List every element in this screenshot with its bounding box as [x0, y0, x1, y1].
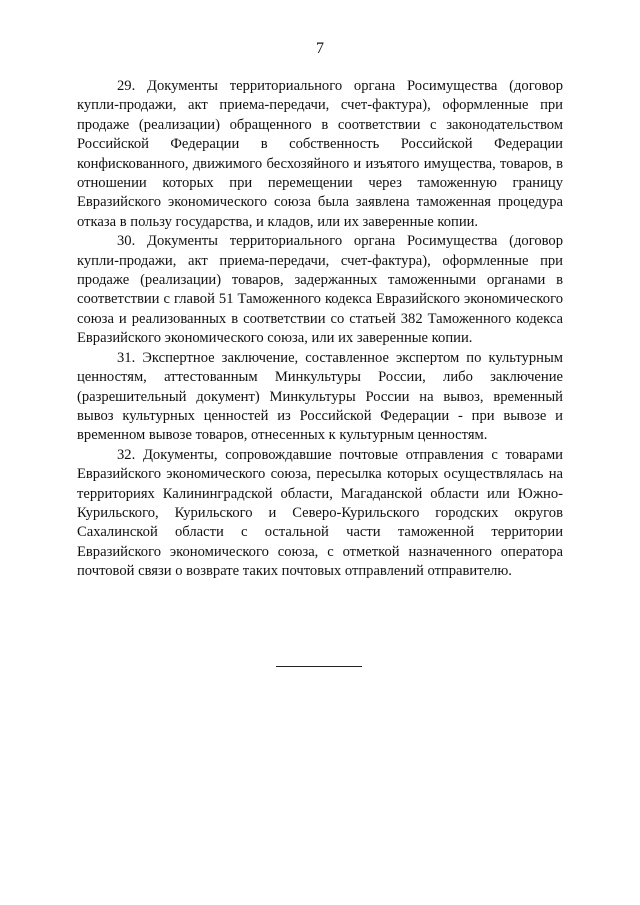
paragraph-32: 32. Документы, сопровождавшие почтовые отправления с товарами Евразийского экономического союза, пересылка которых осуществлялась на территориях Калининградской области, Магаданской области или Южно-Курильского, Курильского и Северо-Курильского городских округов Сахалинской области с остальной части таможенной территории Евразийского экономического союза, с отметкой назначенного оператора почтовой связи о возврате таких почтовых отправлений отправителю.	[77, 446, 563, 580]
paragraph-31: 31. Экспертное заключение, составленное экспертом по культурным ценностям, аттестованным Минкультуры России, либо заключение (разрешительный документ) Минкультуры России на вывоз, временный вывоз культурных ценностей из Российской Федерации - при вывозе и временном вывозе товаров, отнесенных к культурным ценностям.	[77, 349, 563, 444]
end-separator-line	[276, 666, 362, 667]
paragraph-29: 29. Документы территориального органа Росимущества (договор купли-продажи, акт приема-передачи, счет-фактура), оформленные при продаже (реализации) обращенного в соответствии с законодательством Российской Федерации в собственность Российской Федерации конфискованного, движимого бесхозяйного и изъятого имущества, товаров, в отношении которых при перемещении через таможенную границу Евразийского экономического союза была заявлена таможенная процедура отказа в пользу государства, и кладов, или их заверенные копии.	[77, 78, 563, 230]
page-number: 7	[316, 40, 324, 57]
paragraph-30: 30. Документы территориального органа Росимущества (договор купли-продажи, акт приема-передачи, счет-фактура), оформленные при продаже (реализации) товаров, задержанных таможенными органами в соответствии с главой 51 Таможенного кодекса Евразийского экономического союза и реализованных в соответствии со статьей 382 Таможенного кодекса Евразийского экономического союза, или их заверенные копии.	[77, 233, 563, 347]
document-body	[77, 77, 563, 582]
